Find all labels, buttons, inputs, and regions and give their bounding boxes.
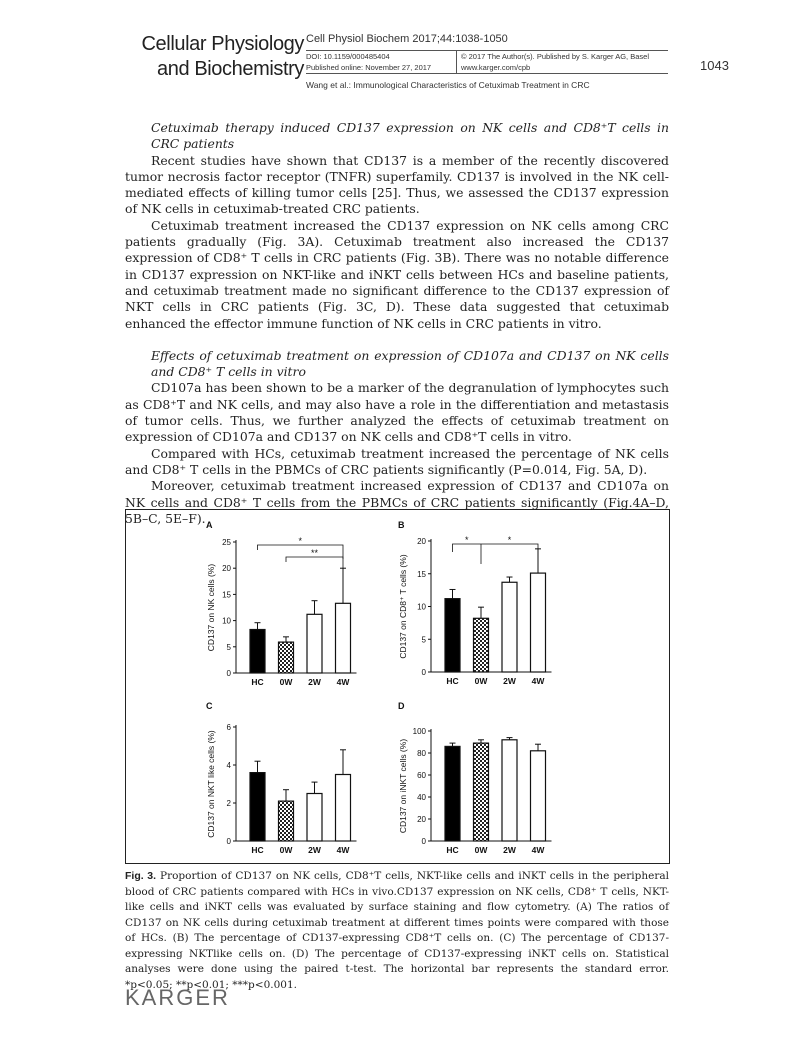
- figure-caption: [125, 869, 669, 993]
- copyright: © 2017 The Author(s). Published by S. Karger AG, Basel: [461, 52, 649, 61]
- significance-bracket-a: [286, 557, 343, 571]
- y-tick-label-d: 0: [421, 837, 426, 846]
- bar-d-0w: [474, 743, 489, 841]
- category-label-a: 4W: [336, 677, 350, 687]
- y-axis-label-a: CD137 on NK cells (%): [206, 563, 216, 652]
- bar-c-2w: [307, 794, 322, 842]
- category-label-a: 2W: [308, 677, 321, 687]
- bar-a-4w: [336, 603, 351, 673]
- category-label-a: 0W: [279, 677, 293, 687]
- y-tick-label-c: 2: [226, 799, 231, 808]
- citation-header: [306, 33, 668, 90]
- bar-a-0w: [279, 642, 294, 673]
- y-tick-label-a: 10: [222, 616, 231, 626]
- bar-c-4w: [336, 775, 351, 842]
- category-label-d: HC: [446, 845, 459, 855]
- journal-name-line2: and Biochemistry: [157, 58, 304, 80]
- significance-label-a: **: [310, 548, 319, 558]
- y-tick-label-c: 0: [226, 837, 231, 846]
- section-heading: Effects of cetuximab treatment on expression of CD107a and CD137 on NK cells and CD8⁺ T cells in vitro: [151, 347, 669, 380]
- website-link[interactable]: www.karger.com/cpb: [461, 63, 531, 72]
- bar-b-0w: [474, 618, 489, 672]
- bar-a-hc: [250, 630, 265, 673]
- bar-d-hc: [445, 746, 460, 841]
- category-label-a: HC: [251, 677, 264, 687]
- paragraph: Moreover, cetuximab treatment increased expression of CD137 and CD107a on NK cells and CD8⁺ T cells from the PBMCs of CRC patients significantly (Fig.4A–D, 5B–C, 5E–F).: [125, 478, 669, 526]
- category-label-c: 0W: [279, 845, 293, 855]
- journal-name: [122, 32, 304, 82]
- category-label-c: 2W: [308, 845, 321, 855]
- bar-b-4w: [531, 573, 546, 672]
- section-heading: Cetuximab therapy induced CD137 expression on NK cells and CD8⁺T cells in CRC patients: [151, 120, 669, 152]
- y-axis-label-d: CD137 on iNKT cells (%): [398, 738, 408, 834]
- caption-text: Proportion of CD137 on NK cells, CD8⁺T cells, NKT-like cells and iNKT cells in the peripheral blood of CRC patients compared with HCs in vivo.CD137 expression on NK cells, CD8⁺ T cells, NKT-like cells and iNKT cells was evaluated by surface staining and flow cytometry. (A) The ratios of CD137 on NK cells during cetuximab treatment at different times points were compared with those of HCs. (B) The percentage of CD137-expressing CD8⁺T cells on. (C) The percentage of CD137-expressing NKTlike cells on. (D) The percentage of CD137-expressing iNKT cells on. Statistical analyses were done using the paired t-test. The horizontal bar represents the standard error. *p<0.05; **p<0.01; ***p<0.001.: [125, 870, 669, 991]
- y-tick-label-b: 15: [417, 569, 426, 579]
- paragraph: CD107a has been shown to be a marker of the degranulation of lymphocytes such as CD8⁺T and NK cells, and may also have a role in the differentiation and metastasis of tumor cells. Thus, we further analyzed the effects of cetuximab treatment on expression of CD107a and CD137 on NK cells and CD8⁺T cells in vitro.: [125, 380, 669, 445]
- significance-label-a: *: [298, 536, 303, 546]
- y-tick-label-b: 20: [417, 537, 426, 546]
- doi: DOI: 10.1159/000485404: [306, 51, 457, 62]
- panel-label-b: B: [398, 520, 405, 530]
- publisher-logo: KARGER: [125, 985, 230, 1010]
- y-tick-label-d: 60: [417, 771, 426, 780]
- panel-label-d: D: [398, 701, 405, 711]
- article-body: [125, 120, 669, 527]
- bar-c-hc: [250, 773, 265, 841]
- y-tick-label-d: 80: [417, 749, 426, 758]
- citation: Cell Physiol Biochem 2017;44:1038-1050: [306, 33, 668, 51]
- y-tick-label-c: 4: [226, 761, 231, 770]
- category-label-d: 2W: [503, 845, 516, 855]
- y-tick-label-b: 5: [421, 635, 426, 645]
- y-tick-label-d: 40: [417, 793, 426, 802]
- category-label-d: 4W: [531, 845, 545, 855]
- y-tick-label-b: 10: [417, 602, 426, 612]
- paragraph: Recent studies have shown that CD137 is a member of the recently discovered tumor necrosis factor receptor (TNFR) superfamily. CD137 is involved in the NK cell-mediated effects of killing tumor cells [25]. Thus, we assessed the CD137 expression of NK cells in cetuximab-treated CRC patients.: [125, 152, 669, 217]
- bar-a-2w: [307, 614, 322, 673]
- bar-b-hc: [445, 599, 460, 672]
- figure-3: [125, 509, 670, 864]
- y-tick-label-a: 25: [222, 538, 231, 547]
- bar-b-2w: [502, 582, 517, 672]
- y-tick-label-a: 15: [222, 590, 231, 600]
- category-label-d: 0W: [474, 845, 488, 855]
- y-tick-label-a: 20: [222, 564, 231, 574]
- significance-bracket-b: [453, 544, 539, 552]
- paragraph: Compared with HCs, cetuximab treatment increased the percentage of NK cells and CD8⁺ T cells in the PBMCs of CRC patients significantly (P=0.014, Fig. 5A, D).: [125, 445, 669, 477]
- figure-3-charts: [126, 510, 669, 863]
- category-label-b: 4W: [531, 676, 545, 686]
- y-tick-label-d: 20: [417, 815, 426, 824]
- caption-label: Fig. 3.: [125, 870, 157, 882]
- bar-c-0w: [279, 801, 294, 841]
- paragraph: Cetuximab treatment increased the CD137 expression on NK cells among CRC patients gradually (Fig. 3A). Cetuximab treatment also increased the CD137 expression of CD8⁺ T cells in CRC patients (Fig. 3B). There was no notable difference in CD137 expression on NKT-like and iNKT cells between HCs and baseline patients, and cetuximab treatment made no significant difference to the CD137 expression of NKT cells in CRC patients (Fig. 3C, D). These data suggested that cetuximab enhanced the effector immune function of NK cells in CRC patients in vitro.: [125, 217, 669, 331]
- page-number: 1043: [700, 58, 729, 73]
- panel-label-c: C: [206, 701, 213, 711]
- y-tick-label-a: 5: [226, 642, 231, 652]
- y-axis-label-c: CD137 on NKT like cells (%): [206, 730, 216, 838]
- bar-d-4w: [531, 751, 546, 841]
- category-label-c: HC: [251, 845, 264, 855]
- significance-label-b: *: [464, 535, 469, 545]
- y-tick-label-a: 0: [226, 669, 231, 678]
- journal-name-line1: Cellular Physiology: [141, 33, 304, 55]
- category-label-b: 2W: [503, 676, 516, 686]
- published-date: Published online: November 27, 2017: [306, 62, 457, 73]
- y-tick-label-c: 6: [226, 723, 231, 732]
- category-label-b: HC: [446, 676, 459, 686]
- y-axis-label-b: CD137 on CD8⁺ T cells (%): [398, 554, 408, 659]
- running-title: Wang et al.: Immunological Characteristics of Cetuximab Treatment in CRC: [306, 80, 590, 90]
- panel-label-a: A: [206, 520, 213, 530]
- y-tick-label-d: 100: [412, 727, 426, 736]
- category-label-c: 4W: [336, 845, 350, 855]
- bar-d-2w: [502, 740, 517, 841]
- category-label-b: 0W: [474, 676, 488, 686]
- significance-label-b: *: [507, 535, 512, 545]
- y-tick-label-b: 0: [421, 668, 426, 677]
